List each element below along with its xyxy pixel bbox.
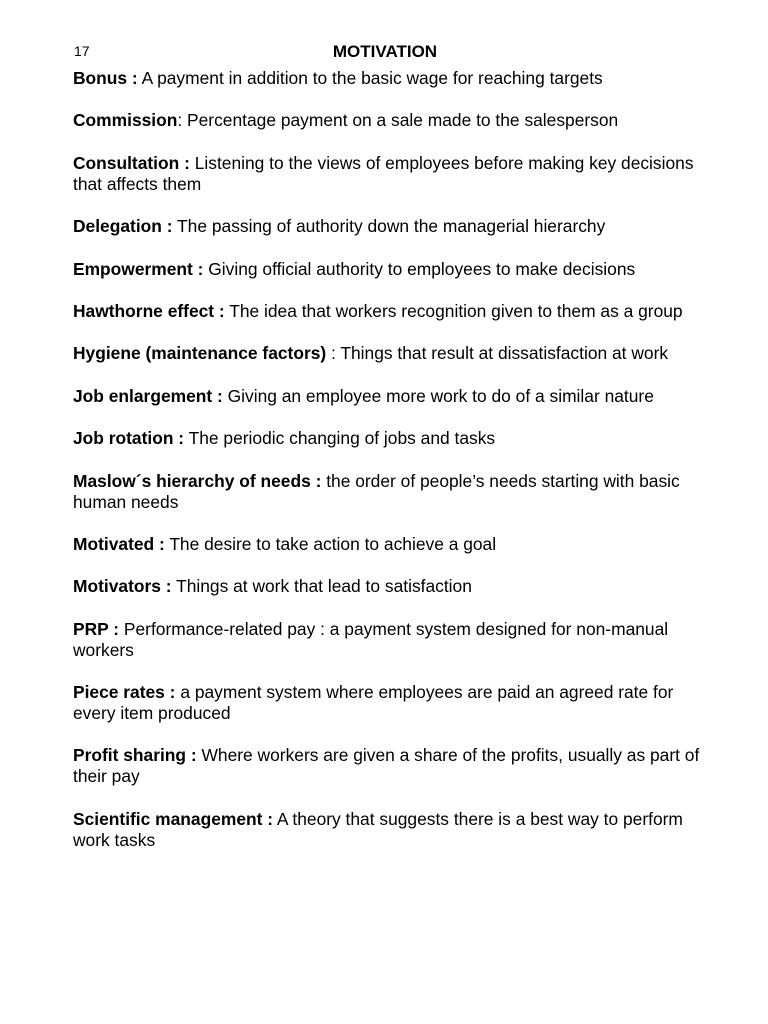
glossary-entry-motivated — [73, 534, 703, 555]
glossary-entry-hawthorne-effect — [73, 301, 703, 322]
glossary-entry-bonus — [73, 68, 703, 89]
glossary-entry-empowerment — [73, 259, 703, 280]
glossary-definition: : Things that result at dissatisfaction at work — [326, 343, 669, 364]
glossary-entry-consultation — [73, 153, 703, 195]
glossary-list — [73, 68, 703, 872]
glossary-term: Job rotation : — [73, 428, 185, 449]
glossary-entry-hygiene — [73, 343, 703, 364]
glossary-entry-scientific-management — [73, 809, 703, 851]
glossary-definition: The passing of authority down the managerial hierarchy — [172, 216, 606, 237]
glossary-entry-profit-sharing — [73, 745, 703, 787]
glossary-term: Commission — [73, 110, 178, 131]
glossary-term: Delegation : — [73, 216, 173, 237]
glossary-entry-job-rotation — [73, 428, 703, 449]
glossary-definition: The periodic changing of jobs and tasks — [184, 428, 496, 449]
glossary-term: PRP : — [73, 618, 120, 639]
glossary-entry-piece-rates — [73, 682, 703, 724]
page-number: 17 — [74, 43, 90, 59]
glossary-definition: the order of people’s needs starting with basic human needs — [73, 470, 680, 512]
glossary-entry-delegation — [73, 216, 703, 237]
glossary-term: Motivators : — [73, 576, 172, 597]
glossary-term: Hygiene (maintenance factors) — [73, 343, 327, 364]
glossary-term: Bonus : — [73, 68, 138, 88]
glossary-term: Job enlargement : — [73, 385, 223, 406]
glossary-term: Empowerment : — [73, 258, 204, 279]
glossary-definition: Where workers are given a share of the profits, usually as part of their pay — [73, 745, 700, 787]
glossary-definition: The desire to take action to achieve a goal — [164, 533, 497, 554]
glossary-entry-maslows-hierarchy — [73, 471, 703, 513]
glossary-definition: Giving an employee more work to do of a similar nature — [222, 385, 654, 406]
glossary-definition: a payment system where employees are paid an agreed rate for every item produced — [73, 682, 674, 724]
glossary-definition: Performance-related pay : a payment system designed for non-manual workers — [73, 618, 669, 660]
glossary-entry-motivators — [73, 576, 703, 597]
glossary-term: Piece rates : — [73, 682, 176, 703]
glossary-term: Scientific management : — [73, 808, 274, 829]
glossary-definition: A payment in addition to the basic wage for reaching targets — [137, 68, 603, 88]
glossary-term: Profit sharing : — [73, 745, 197, 766]
glossary-entry-job-enlargement — [73, 386, 703, 407]
page-title: MOTIVATION — [332, 42, 438, 61]
glossary-definition: Listening to the views of employees before making key decisions that affects them — [73, 152, 694, 194]
glossary-term: Hawthorne effect : — [73, 300, 225, 321]
glossary-entry-commission — [73, 110, 703, 131]
glossary-definition: Things at work that lead to satisfaction — [171, 576, 472, 597]
glossary-definition: The idea that workers recognition given to them as a group — [224, 300, 683, 321]
glossary-entry-prp — [73, 619, 703, 661]
glossary-definition: A theory that suggests there is a best way to perform work tasks — [73, 808, 683, 850]
glossary-definition: : Percentage payment on a sale made to the salesperson — [177, 110, 619, 131]
glossary-definition: Giving official authority to employees to make decisions — [203, 258, 636, 279]
glossary-term: Maslow´s hierarchy of needs : — [73, 470, 322, 491]
glossary-term: Consultation : — [73, 152, 190, 173]
glossary-term: Motivated : — [73, 533, 165, 554]
